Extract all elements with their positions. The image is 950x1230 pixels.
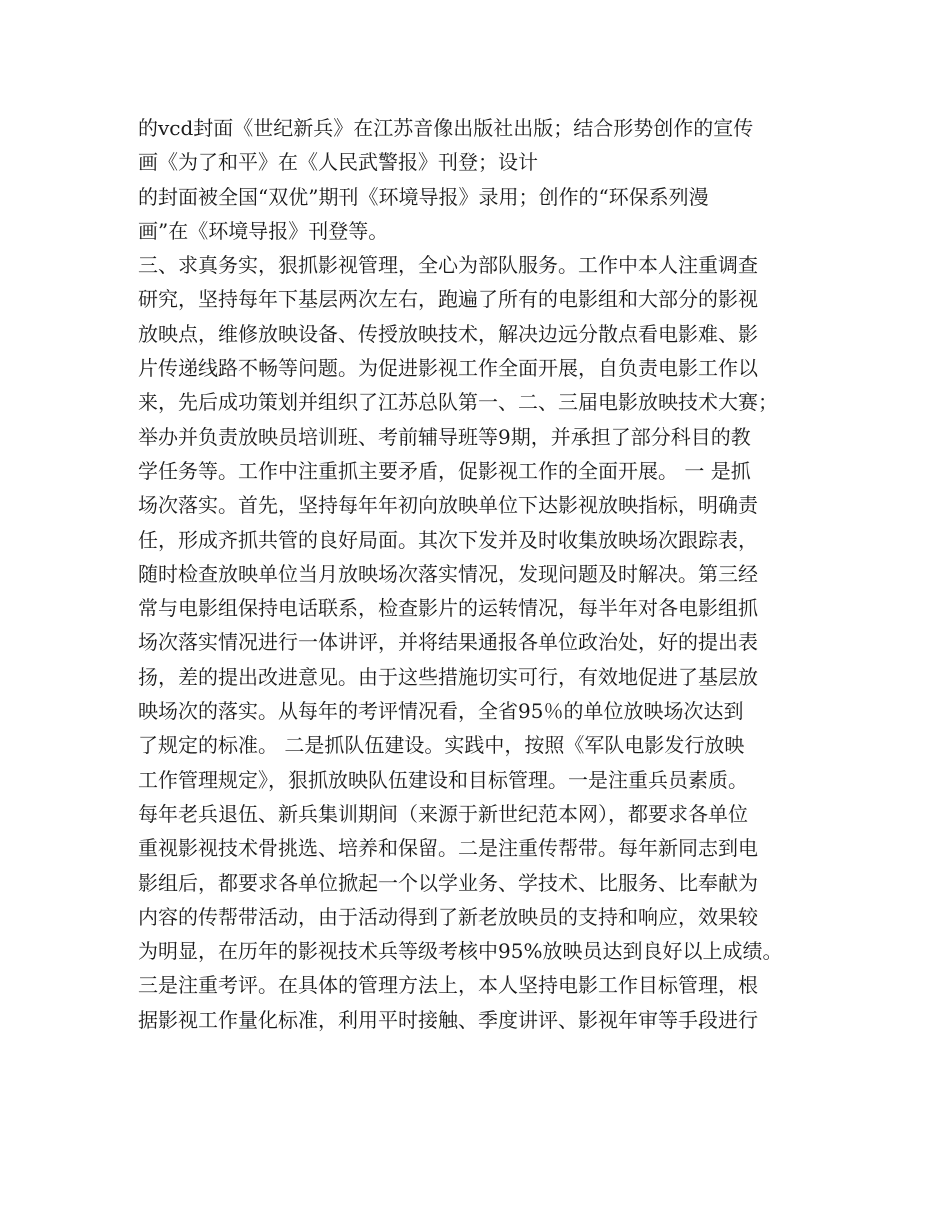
text-line: 常与电影组保持电话联系，检查影片的运转情况，每半年对各电影组抓	[138, 596, 758, 621]
text-line: 三、求真务实，狠抓影视管理，全心为部队服务。工作中本人注重调查	[138, 253, 758, 278]
text-line: 工作管理规定》，狠抓放映队伍建设和目标管理。一是注重兵员素质。	[138, 767, 748, 792]
text-line: 研究，坚持每年下基层两次左右，跑遍了所有的电影组和大部分的影视	[138, 287, 758, 312]
text-line: 来，先后成功策划并组织了江苏总队第一、二、三届电影放映技术大赛；	[138, 390, 778, 415]
text-line: 举办并负责放映员培训班、考前辅导班等9期，并承担了部分科目的教	[138, 424, 751, 449]
text-line: 学任务等。工作中注重抓主要矛盾，促影视工作的全面开展。 一 是抓	[138, 458, 751, 483]
text-line: 随时检查放映单位当月放映场次落实情况，发现问题及时解决。第三经	[138, 561, 758, 586]
text-line: 任，形成齐抓共管的良好局面。其次下发并及时收集放映场次跟踪表，	[138, 527, 758, 552]
text-line: 三是注重考评。在具体的管理方法上，本人坚持电影工作目标管理，根	[138, 973, 758, 998]
text-line: 扬，差的提出改进意见。由于这些措施切实可行，有效地促进了基层放	[138, 664, 758, 689]
text-line: 每年老兵退伍、新兵集训期间（来源于新世纪范本网），都要求各单位	[138, 801, 748, 826]
text-line: 影组后，都要求各单位掀起一个以学业务、学技术、比服务、比奉献为	[138, 870, 758, 895]
text-line: 内容的传帮带活动，由于活动得到了新老放映员的支持和响应，效果较	[138, 904, 758, 929]
text-line: 了规定的标准。 二是抓队伍建设。实践中，按照《军队电影发行放映	[138, 733, 745, 758]
text-line: 放映点，维修放映设备、传授放映技术，解决边远分散点看电影难、影	[138, 321, 758, 346]
text-line: 为明显，在历年的影视技术兵等级考核中95%放映员达到良好以上成绩。	[138, 939, 783, 964]
body-text	[138, 111, 838, 1037]
text-line: 据影视工作量化标准，利用平时接触、季度讲评、影视年审等手段进行	[138, 1007, 758, 1032]
text-line: 的封面被全国“双优”期刊《环境导报》录用；创作的“环保系列漫	[138, 184, 709, 209]
text-line: 场次落实。首先，坚持每年年初向放映单位下达影视放映指标，明确责	[138, 493, 758, 518]
text-line: 画《为了和平》在《人民武警报》刊登；设计	[138, 150, 538, 175]
text-line: 画”在《环境导报》刊登等。	[138, 218, 389, 243]
text-line: 重视影视技术骨挑选、培养和保留。二是注重传帮带。每年新同志到电	[138, 836, 758, 861]
text-line: 的vcd封面《世纪新兵》在江苏音像出版社出版；结合形势创作的宣传	[138, 116, 754, 140]
text-line: 片传递线路不畅等问题。为促进影视工作全面开展，自负责电影工作以	[138, 356, 758, 381]
text-line: 映场次的落实。从每年的考评情况看，全省95％的单位放映场次达到	[138, 699, 744, 724]
text-line: 场次落实情况进行一体讲评，并将结果通报各单位政治处，好的提出表	[138, 630, 758, 655]
